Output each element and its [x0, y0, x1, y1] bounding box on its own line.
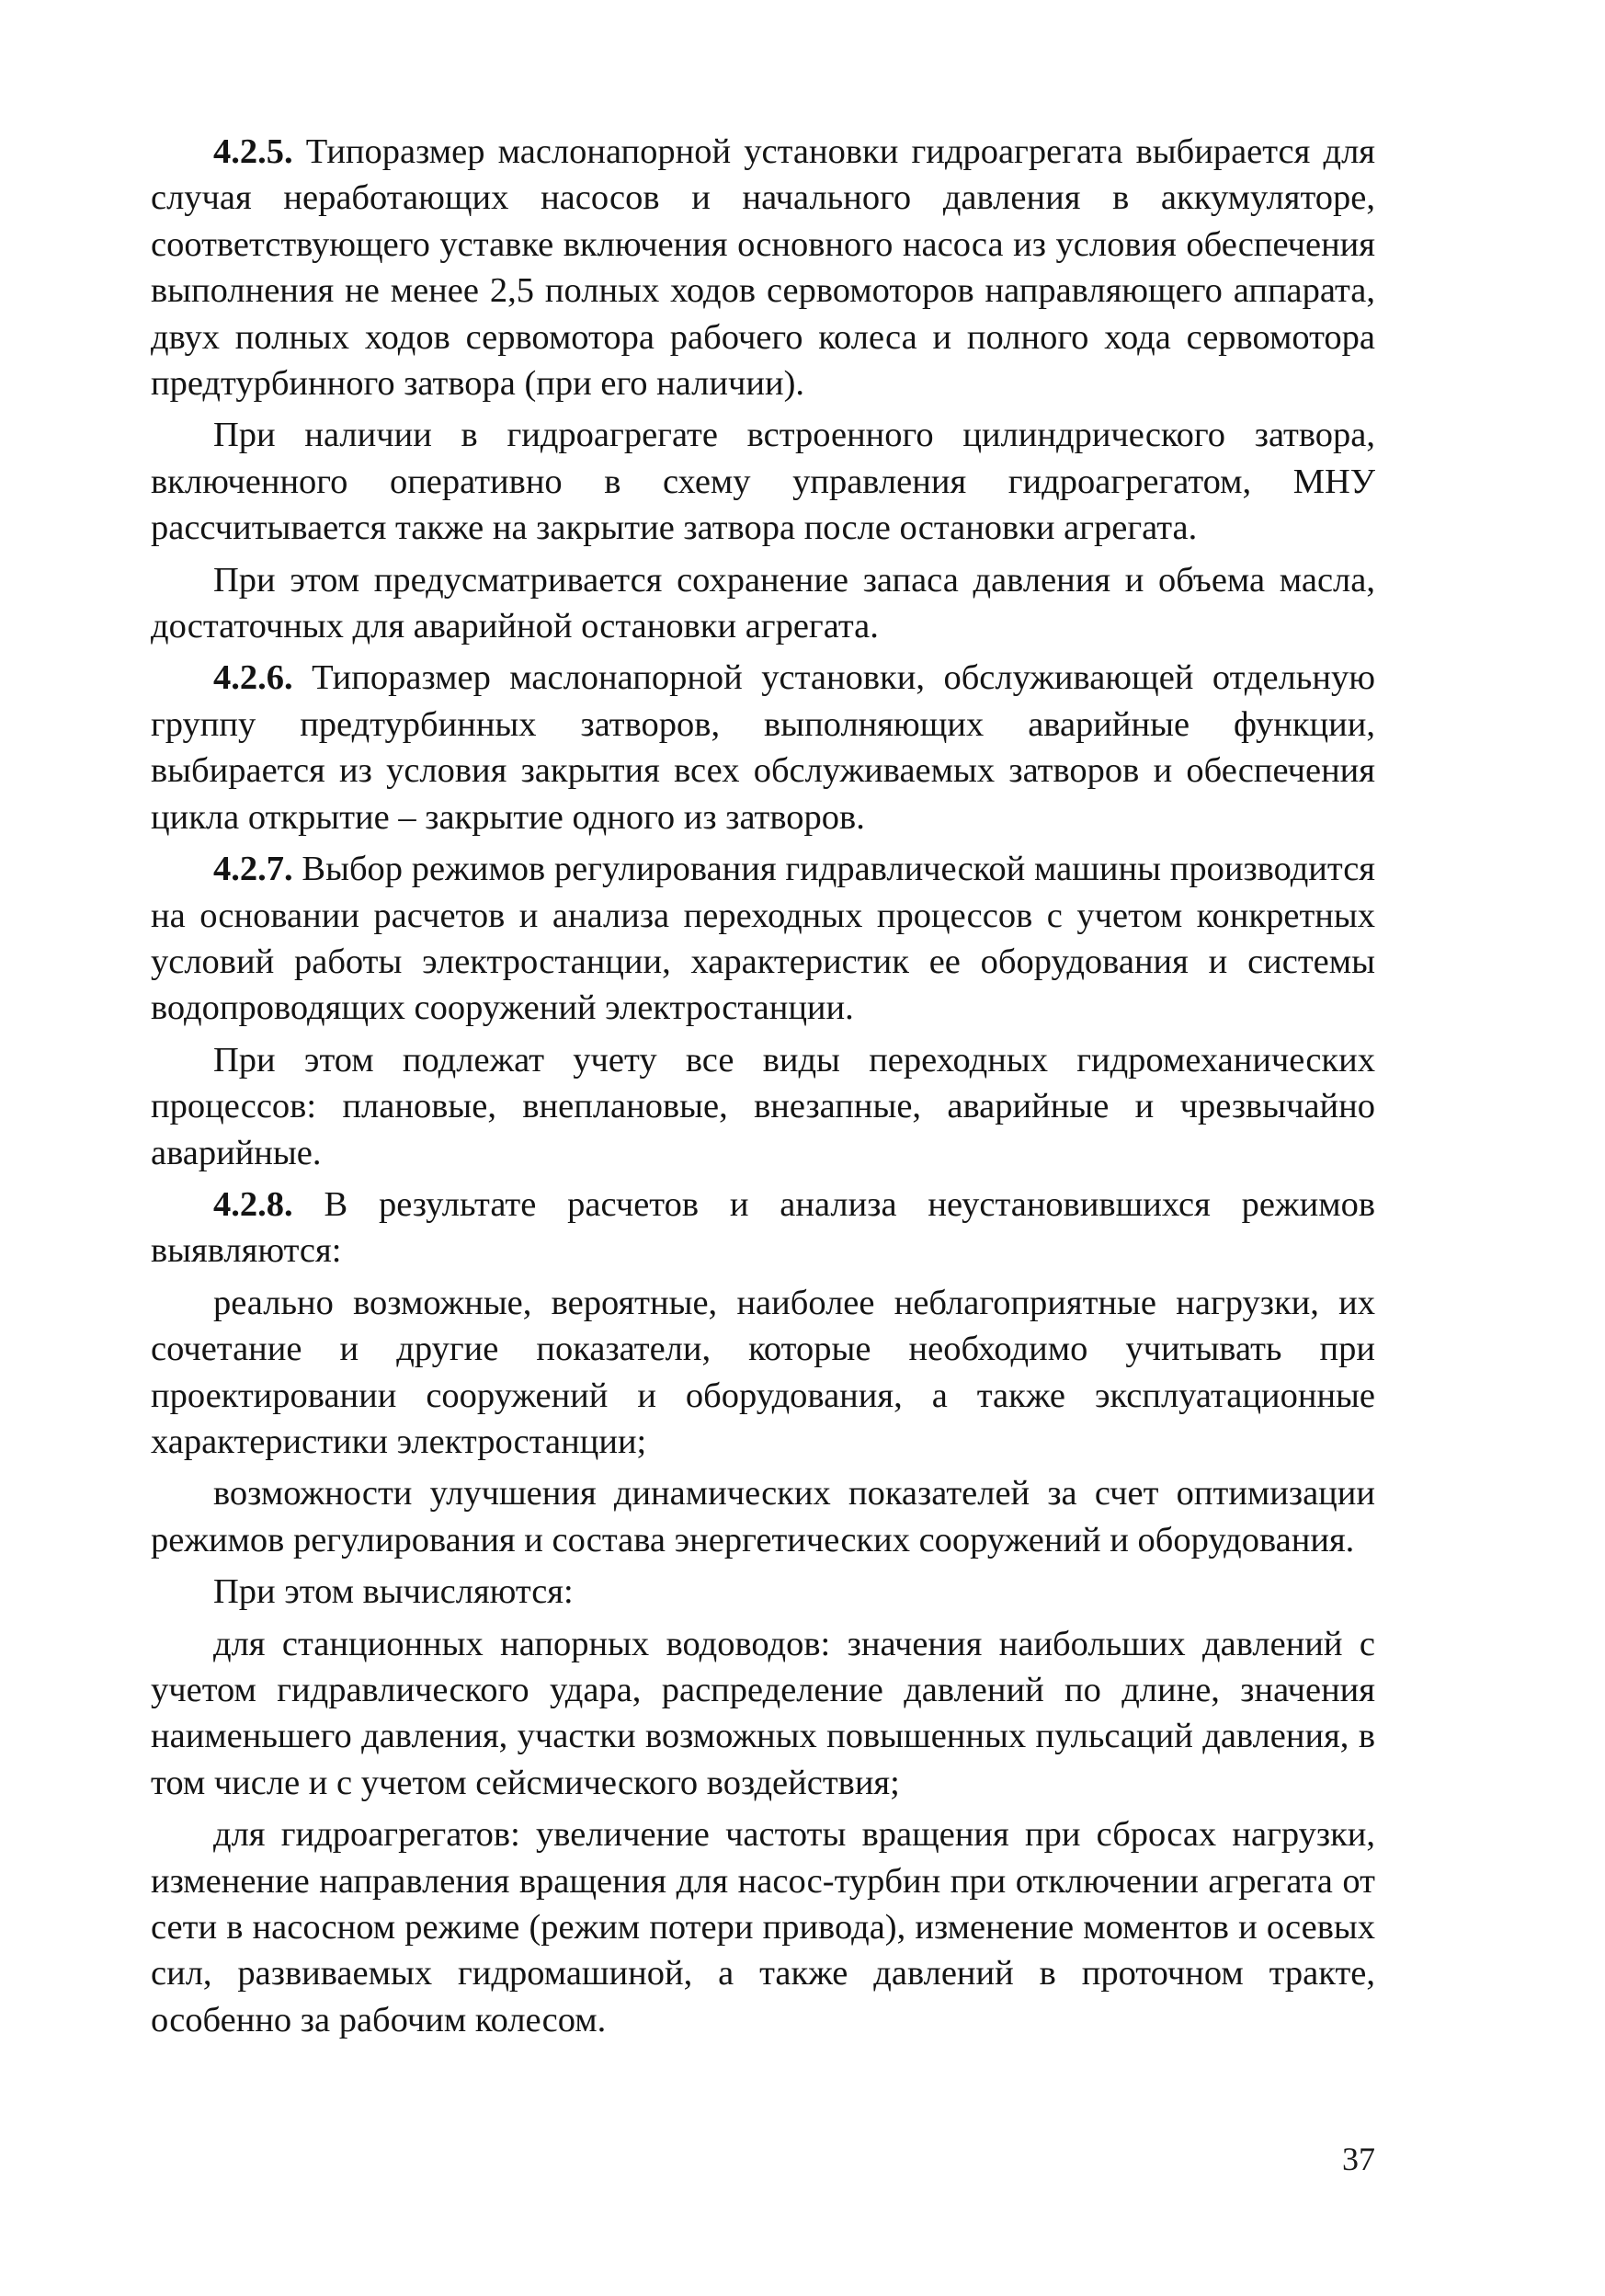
paragraph-text: При этом вычисляются:	[213, 1572, 574, 1612]
paragraph-text: для станционных напорных водоводов: значения наибольших давлений с учетом гидравлического удара, распределение давлений по длине, значения наименьшего давления, участки возможных повышенных пульсаций давления, в том числе и с учетом сейсмического воздействия;	[151, 1624, 1375, 1802]
clause-number: 4.2.6.	[213, 658, 293, 698]
paragraph-text: При наличии в гидроагрегате встроенного цилиндрического затвора, включенного оперативно в схему управления гидроагрегатом, МНУ рассчитывается также на закрытие затвора после остановки агрегата.	[151, 416, 1375, 548]
paragraph-pressure-reserve	[151, 557, 1375, 650]
paragraph-calculated	[151, 1569, 1375, 1615]
list-item-loads	[151, 1280, 1375, 1466]
paragraph-text: При этом подлежат учету все виды переходных гидромеханических процессов: плановые, внеплановые, внезапные, аварийные и чрезвычайно аварийные.	[151, 1040, 1375, 1172]
paragraph-text: для гидроагрегатов: увеличение частоты вращения при сбросах нагрузки, изменение направления вращения для насос-турбин при отключении агрегата от сети в насосном режиме (режим потери привода), изменение моментов и осевых сил, развиваемых гидромашиной, а также давлений в проточном тракте, особенно за рабочим колесом.	[151, 1815, 1375, 2039]
paragraph-4-2-8	[151, 1182, 1375, 1274]
paragraph-text: Типоразмер маслонапорной установки гидроагрегата выбирается для случая неработающих насосов и начального давления в аккумуляторе, соответствующего уставке включения основного насоса из условия обеспечения выполнения не менее 2,5 полных ходов сервомоторов направляющего аппарата, двух полных ходов сервомотора рабочего колеса и полного хода сервомотора предтурбинного затвора (при его наличии).	[151, 132, 1375, 404]
clause-number: 4.2.7.	[213, 850, 293, 889]
paragraph-text: В результате расчетов и анализа неустановившихся режимов выявляются:	[151, 1184, 1375, 1271]
paragraph-text: При этом предусматривается сохранение запаса давления и объема масла, достаточных для аварийной остановки агрегата.	[151, 560, 1375, 646]
paragraph-transient-types	[151, 1037, 1375, 1176]
page-number: 37	[1342, 2141, 1375, 2177]
paragraph-cylindrical-gate	[151, 412, 1375, 551]
paragraph-text: реально возможные, вероятные, наиболее неблагоприятные нагрузки, их сочетание и другие показатели, которые необходимо учитывать при проектировании сооружений и оборудования, а также эксплуатационные характеристики электростанции;	[151, 1283, 1375, 1461]
paragraph-4-2-6	[151, 655, 1375, 840]
clause-number: 4.2.5.	[213, 132, 293, 171]
paragraph-4-2-5	[151, 129, 1375, 406]
clause-number: 4.2.8.	[213, 1184, 293, 1224]
paragraph-4-2-7	[151, 846, 1375, 1032]
list-item-hydro-units	[151, 1811, 1375, 2043]
paragraph-text: Типоразмер маслонапорной установки, обслуживающей отдельную группу предтурбинных затворов, выполняющих аварийные функции, выбирается из условия закрытия всех обслуживаемых затворов и обеспечения цикла открытие – закрытие одного из затворов.	[151, 658, 1375, 837]
body-text	[151, 129, 1375, 2049]
list-item-optimization	[151, 1470, 1375, 1563]
list-item-penstocks	[151, 1621, 1375, 1807]
paragraph-text: Выбор режимов регулирования гидравлической машины производится на основании расчетов и анализа переходных процессов с учетом конкретных условий работы электростанции, характеристик ее оборудования и системы водопроводящих сооружений электростанции.	[151, 850, 1375, 1028]
paragraph-text: возможности улучшения динамических показателей за счет оптимизации режимов регулирования и состава энергетических сооружений и оборудования.	[151, 1474, 1375, 1559]
